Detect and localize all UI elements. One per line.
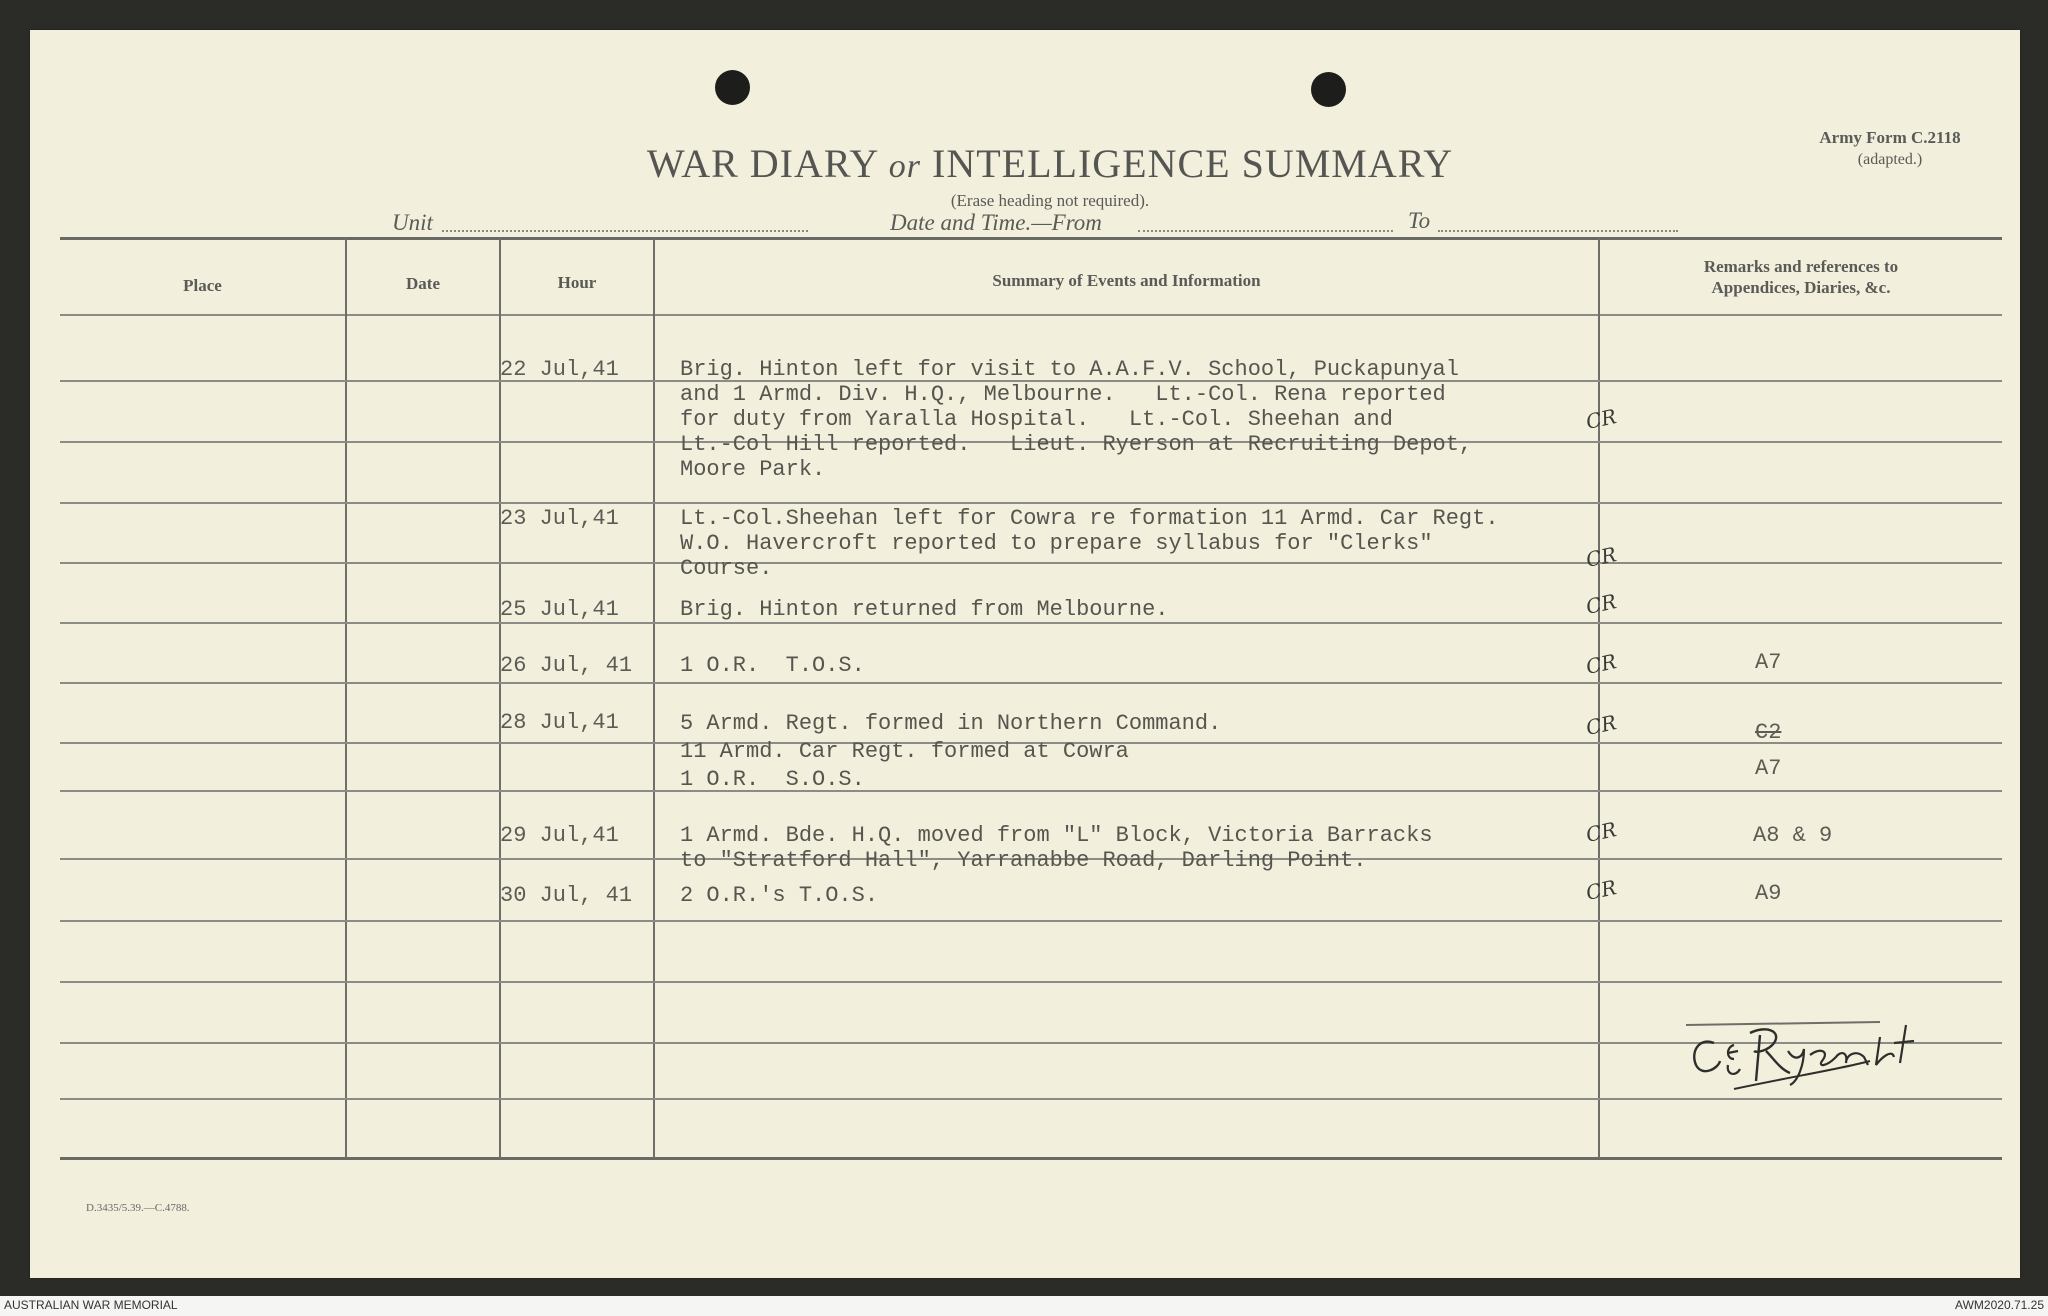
entry-initials: CR (1583, 649, 1619, 679)
from-dotted-line (1138, 230, 1393, 232)
war-diary-sheet (30, 30, 2020, 1278)
entry-remark: A9 (1755, 881, 1782, 906)
remarks-header-line1: Remarks and references to (1703, 257, 1899, 276)
entry-date: 28 Jul,41 (500, 710, 619, 735)
entry-remark-struck: C2 (1755, 720, 1782, 745)
title-intelligence-summary: INTELLIGENCE SUMMARY (932, 141, 1454, 186)
table-bottom-rule (60, 1157, 2002, 1160)
header-bottom-rule (60, 314, 2002, 316)
entry-initials: CR (1583, 589, 1619, 619)
ruled-line (60, 981, 2002, 983)
to-label: To (1408, 208, 1431, 233)
entry-date: 23 Jul,41 (500, 506, 619, 531)
signature-text: C. E. Ryerson Lt. (1670, 985, 1677, 986)
divider-place-date (345, 238, 347, 1158)
entry-date: 30 Jul, 41 (500, 883, 633, 908)
entry-initials: CR (1583, 542, 1619, 572)
ruled-line (60, 920, 2002, 922)
ruled-line (60, 622, 2002, 624)
signature (1670, 985, 1960, 1100)
title-or: or (888, 148, 921, 185)
entry-date: 29 Jul,41 (500, 823, 619, 848)
entry-text: 5 Armd. Regt. formed in Northern Command. 11 Armd. Car Regt. formed at Cowra 1 O.R. S.O.S. (680, 711, 1222, 792)
entry-text: 2 O.R.'s T.O.S. (680, 883, 879, 908)
page-subtitle: (Erase heading not required). (950, 191, 1150, 210)
entry-text: 1 O.R. T.O.S. (680, 653, 865, 678)
remarks-header-line2: Appendices, Diaries, &c. (1711, 278, 1891, 297)
column-header-date: Date (406, 274, 440, 293)
entry-date: 22 Jul,41 (500, 357, 619, 382)
ruled-line (60, 502, 2002, 504)
column-header-place: Place (183, 276, 222, 295)
page-title (590, 140, 1510, 187)
entry-date: 25 Jul,41 (500, 597, 619, 622)
unit-label: Unit (392, 210, 433, 235)
footer-source: AUSTRALIAN WAR MEMORIAL (4, 1298, 178, 1312)
title-war-diary: WAR DIARY (646, 141, 878, 186)
army-form-adapted: (adapted.) (1857, 151, 1923, 168)
entry-remark: A8 & 9 (1753, 823, 1833, 848)
entry-remark: A7 (1755, 756, 1782, 781)
column-header-remarks (1600, 256, 2002, 298)
entry-initials: CR (1583, 817, 1619, 847)
divider-summary-remarks (1598, 238, 1600, 1158)
footer-reference: AWM2020.71.25 (1955, 1298, 2044, 1312)
entry-text: Brig. Hinton left for visit to A.A.F.V. School, Puckapunyal and 1 Armd. Div. H.Q., Melbourne. Lt.-Col. Rena reported for duty from Yaralla Hospital. Lt.-Col. Sheehan and Lt.-Col Hill reported. Lieut. Ryerson at Recruiting Depot, Moore Park. (680, 357, 1473, 482)
entry-text: Lt.-Col.Sheehan left for Cowra re formation 11 Armd. Car Regt. W.O. Havercroft reported to prepare syllabus for "Clerks" Course. (680, 506, 1499, 581)
footer-strip (0, 1296, 2048, 1316)
entry-initials: CR (1583, 404, 1619, 434)
to-dotted-line (1438, 230, 1678, 232)
punch-hole-left (715, 70, 750, 105)
divider-hour-summary (653, 238, 655, 1158)
entry-date: 26 Jul, 41 (500, 653, 633, 678)
army-form-label (1775, 127, 2005, 171)
print-code: D.3435/5.39.—C.4788. (86, 1202, 190, 1214)
entry-initials: CR (1583, 875, 1619, 905)
table-top-rule (60, 237, 2002, 240)
ruled-line (60, 682, 2002, 684)
entry-initials: CR (1583, 710, 1619, 740)
signature-drawing (1670, 985, 1960, 1095)
entry-text: Brig. Hinton returned from Melbourne. (680, 597, 1169, 622)
punch-hole-right (1311, 72, 1346, 107)
column-header-hour: Hour (557, 273, 597, 292)
unit-dotted-line (442, 230, 808, 232)
army-form-number: Army Form C.2118 (1819, 128, 1961, 147)
date-time-from-label: Date and Time.—From (890, 210, 1102, 235)
entry-text: 1 Armd. Bde. H.Q. moved from "L" Block, Victoria Barracks to "Stratford Hall", Yarranabbe Road, Darling Point. (680, 823, 1433, 873)
entry-remark: A7 (1755, 650, 1782, 675)
column-header-summary: Summary of Events and Information (992, 271, 1261, 290)
